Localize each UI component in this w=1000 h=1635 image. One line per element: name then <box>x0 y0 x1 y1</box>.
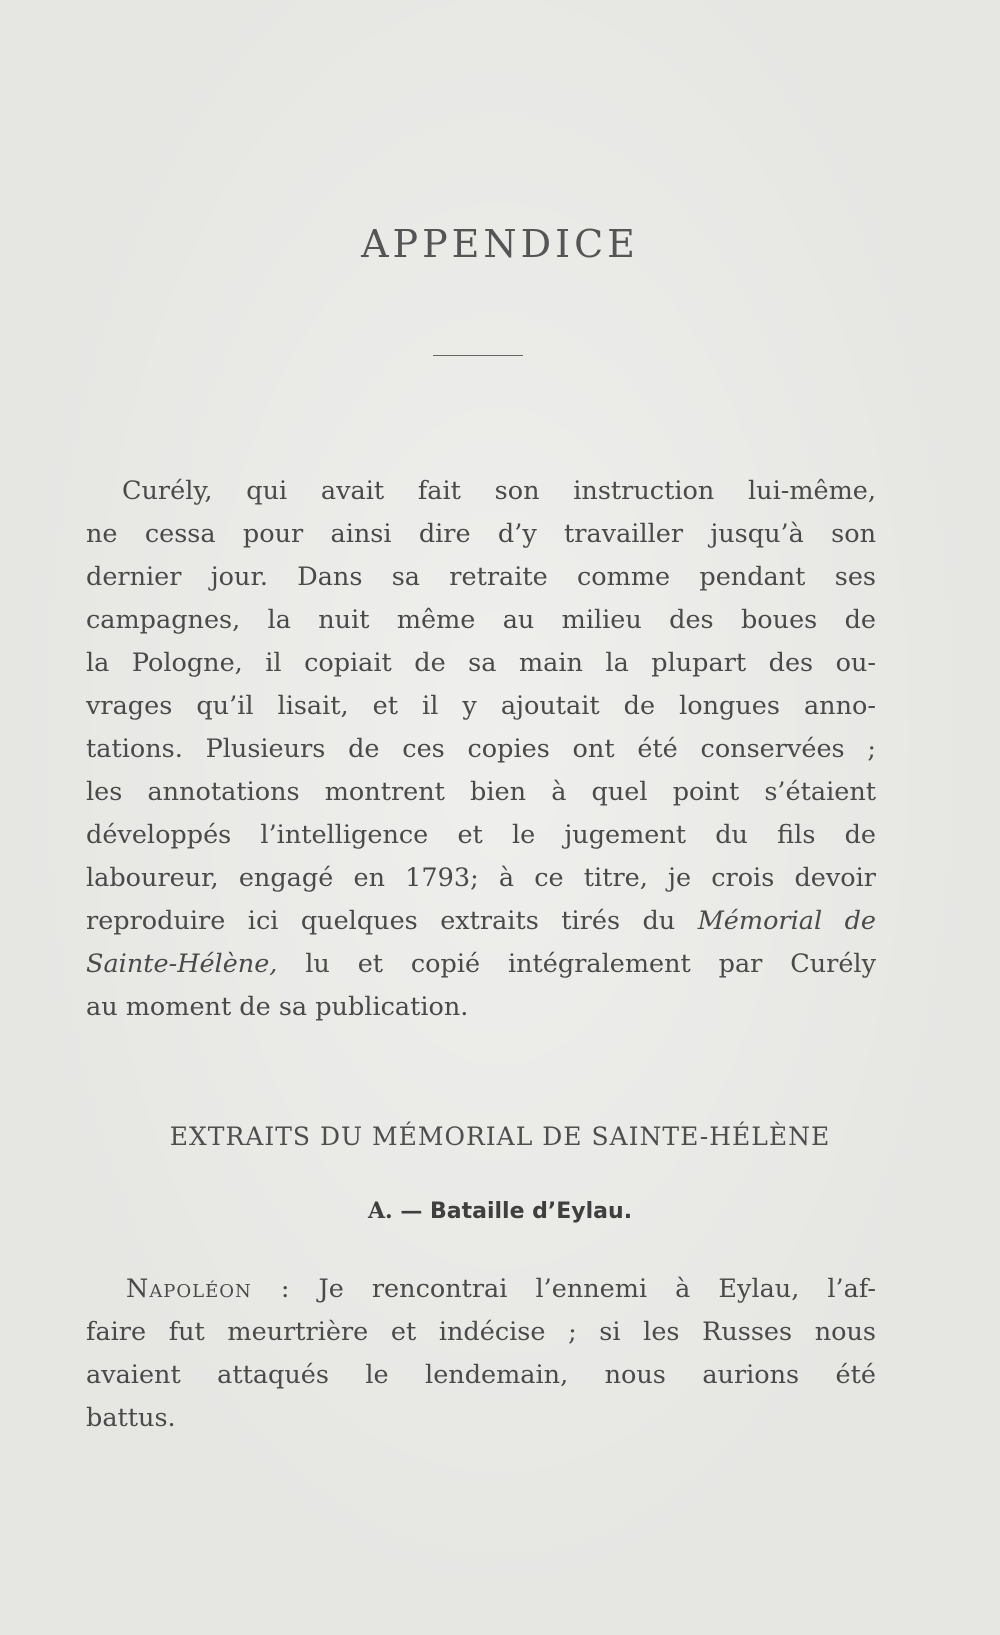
subsection-heading <box>0 1198 1000 1224</box>
paragraph-line <box>86 943 876 986</box>
section-heading: EXTRAITS DU MÉMORIAL DE SAINTE-HÉLÈNE <box>169 1122 831 1151</box>
paragraph-line: tations. Plusieurs de ces copies ont été conservées ; <box>86 734 876 764</box>
quote-line: battus. <box>86 1403 176 1433</box>
book-title-italic: Sainte-Hélène, <box>86 949 278 979</box>
page-title: APPENDICE <box>361 222 639 266</box>
paragraph-line: dernier jour. Dans sa retraite comme pendant ses <box>86 562 876 592</box>
paragraph-line: campagnes, la nuit même au milieu des boues de <box>86 605 876 635</box>
paragraph-text: lu et copié intégralement par Curély <box>277 949 876 979</box>
quote-line: faire fut meurtrière et indécise ; si les Russes nous <box>86 1317 876 1347</box>
paragraph-line <box>86 900 876 943</box>
paragraph-line: au moment de sa publication. <box>86 992 469 1022</box>
quote-line: avaient attaqués le lendemain, nous aurions été <box>86 1360 876 1390</box>
paragraph-line: ne cessa pour ainsi dire d’y travailler jusqu’à son <box>86 519 876 549</box>
quote-line <box>86 1268 876 1311</box>
subsection-letter: A. — <box>367 1198 430 1224</box>
paragraph-line: les annotations montrent bien à quel point s’étaient <box>86 777 876 807</box>
speaker-name: Napoléon : <box>126 1274 291 1304</box>
paragraph-line: développés l’intelligence et le jugement du fils de <box>86 820 876 850</box>
intro-paragraph <box>86 470 876 1029</box>
quote-paragraph <box>86 1268 876 1440</box>
paragraph-text: reproduire ici quelques extraits tirés du <box>86 906 698 936</box>
paragraph-line: la Pologne, il copiait de sa main la plupart des ou- <box>86 648 876 678</box>
paragraph-line: Curély, qui avait fait son instruction lui-même, <box>122 476 876 506</box>
title-divider <box>433 355 523 356</box>
quote-text: Je rencontrai l’ennemi à Eylau, l’af- <box>290 1274 876 1304</box>
subsection-title: Bataille d’Eylau. <box>429 1199 633 1224</box>
paragraph-line: vrages qu’il lisait, et il y ajoutait de longues anno- <box>86 691 876 721</box>
paragraph-line: laboureur, engagé en 1793; à ce titre, je crois devoir <box>86 863 876 893</box>
book-title-italic: Mémorial de <box>697 906 876 936</box>
